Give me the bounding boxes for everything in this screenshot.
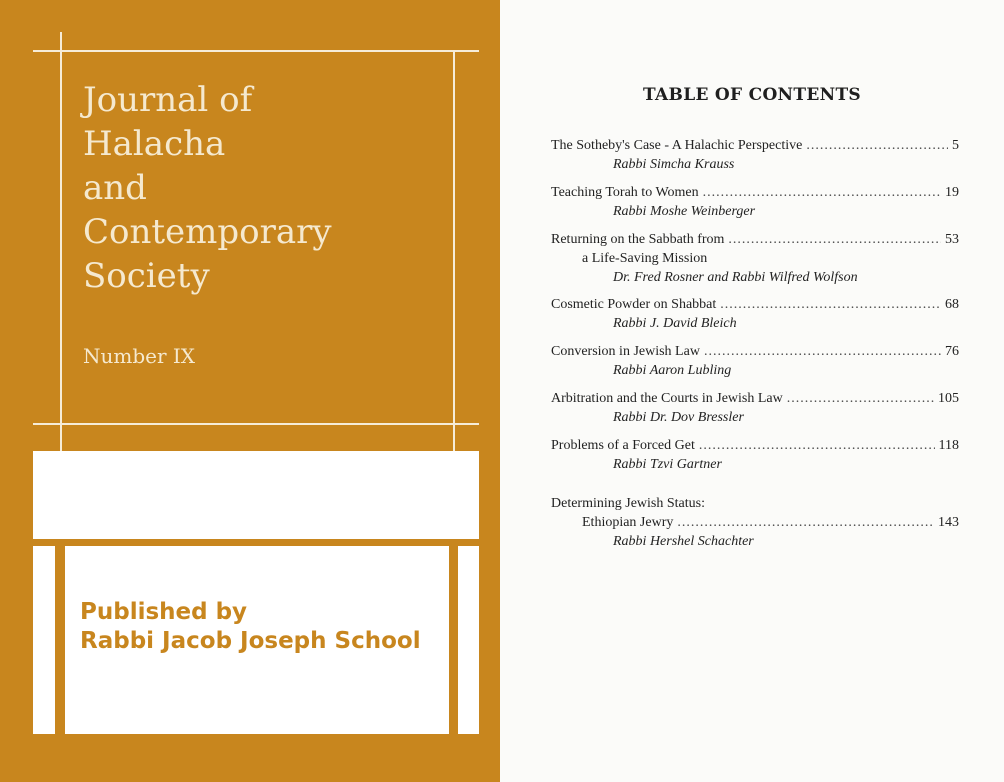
publisher-line: Published by [80, 599, 248, 625]
toc-entry[interactable] [551, 494, 959, 551]
cover-title [83, 78, 332, 298]
cover-rule-mid-horizontal [33, 423, 479, 425]
toc-entry[interactable] [551, 230, 959, 287]
cover-left-strip [33, 546, 55, 734]
toc-entry-title: Teaching Torah to Women [551, 185, 699, 200]
cover-title-line: and [83, 168, 147, 208]
toc-entry-page: 105 [938, 391, 959, 406]
toc-entry-title: Conversion in Jewish Law [551, 344, 700, 359]
toc-entry-author: Rabbi Tzvi Gartner [613, 457, 722, 472]
toc-entry-title-continued: Ethiopian Jewry [582, 515, 674, 530]
leader-dots [728, 230, 941, 249]
issue-number: Number IX [83, 344, 196, 368]
toc-entry[interactable] [551, 295, 959, 333]
leader-dots [806, 136, 948, 155]
cover-white-panel [33, 451, 479, 539]
toc-entry-page: 5 [952, 138, 959, 153]
publisher-credit [80, 598, 421, 656]
toc-entry-page: 76 [945, 344, 959, 359]
leader-dots [703, 183, 941, 202]
toc-entry[interactable] [551, 436, 959, 474]
toc-entry-title: Returning on the Sabbath from [551, 232, 725, 247]
toc-entry-author: Rabbi Hershel Schachter [613, 534, 754, 549]
toc-entry[interactable] [551, 389, 959, 427]
toc-entry-title: The Sotheby's Case - A Halachic Perspective [551, 138, 803, 153]
toc-entry-title-continued: a Life-Saving Mission [582, 251, 708, 266]
journal-cover [0, 0, 500, 782]
toc-heading: TABLE OF CONTENTS [643, 85, 861, 105]
cover-rule-top-horizontal [33, 50, 479, 52]
toc-entry[interactable] [551, 183, 959, 221]
cover-title-line: Halacha [83, 124, 226, 164]
publisher-line: Rabbi Jacob Joseph School [80, 628, 421, 654]
toc-entry-title: Arbitration and the Courts in Jewish Law [551, 391, 783, 406]
cover-right-strip [458, 546, 479, 734]
cover-rule-left-vertical [60, 32, 62, 452]
toc-entry-page: 68 [945, 297, 959, 312]
leader-dots [787, 389, 934, 408]
toc-entry-author: Rabbi Simcha Krauss [613, 157, 735, 172]
toc-entry-page: 118 [938, 438, 959, 453]
toc-entry-page: 19 [945, 185, 959, 200]
cover-rule-right-vertical [453, 50, 455, 452]
toc-entry-title: Determining Jewish Status: [551, 496, 705, 511]
toc-entry-page: 143 [938, 515, 959, 530]
cover-title-line: Society [83, 256, 210, 296]
toc-entry-author: Dr. Fred Rosner and Rabbi Wilfred Wolfson [613, 270, 858, 285]
leader-dots [720, 295, 941, 314]
toc-entry-author: Rabbi Moshe Weinberger [613, 204, 756, 219]
toc-entry-page: 53 [945, 232, 959, 247]
toc-entry-author: Rabbi J. David Bleich [613, 316, 737, 331]
toc-entry[interactable] [551, 136, 959, 174]
leader-dots [677, 513, 934, 532]
toc-entry-author: Rabbi Aaron Lubling [613, 363, 732, 378]
leader-dots [704, 342, 941, 361]
toc-entry[interactable] [551, 342, 959, 380]
toc-entry-title: Cosmetic Powder on Shabbat [551, 297, 717, 312]
toc-entry-title: Problems of a Forced Get [551, 438, 695, 453]
table-of-contents-page [500, 0, 1004, 782]
toc-entry-author: Rabbi Dr. Dov Bressler [613, 410, 744, 425]
cover-title-line: Contemporary [83, 212, 332, 252]
leader-dots [699, 436, 935, 455]
cover-title-line: Journal of [83, 80, 253, 120]
